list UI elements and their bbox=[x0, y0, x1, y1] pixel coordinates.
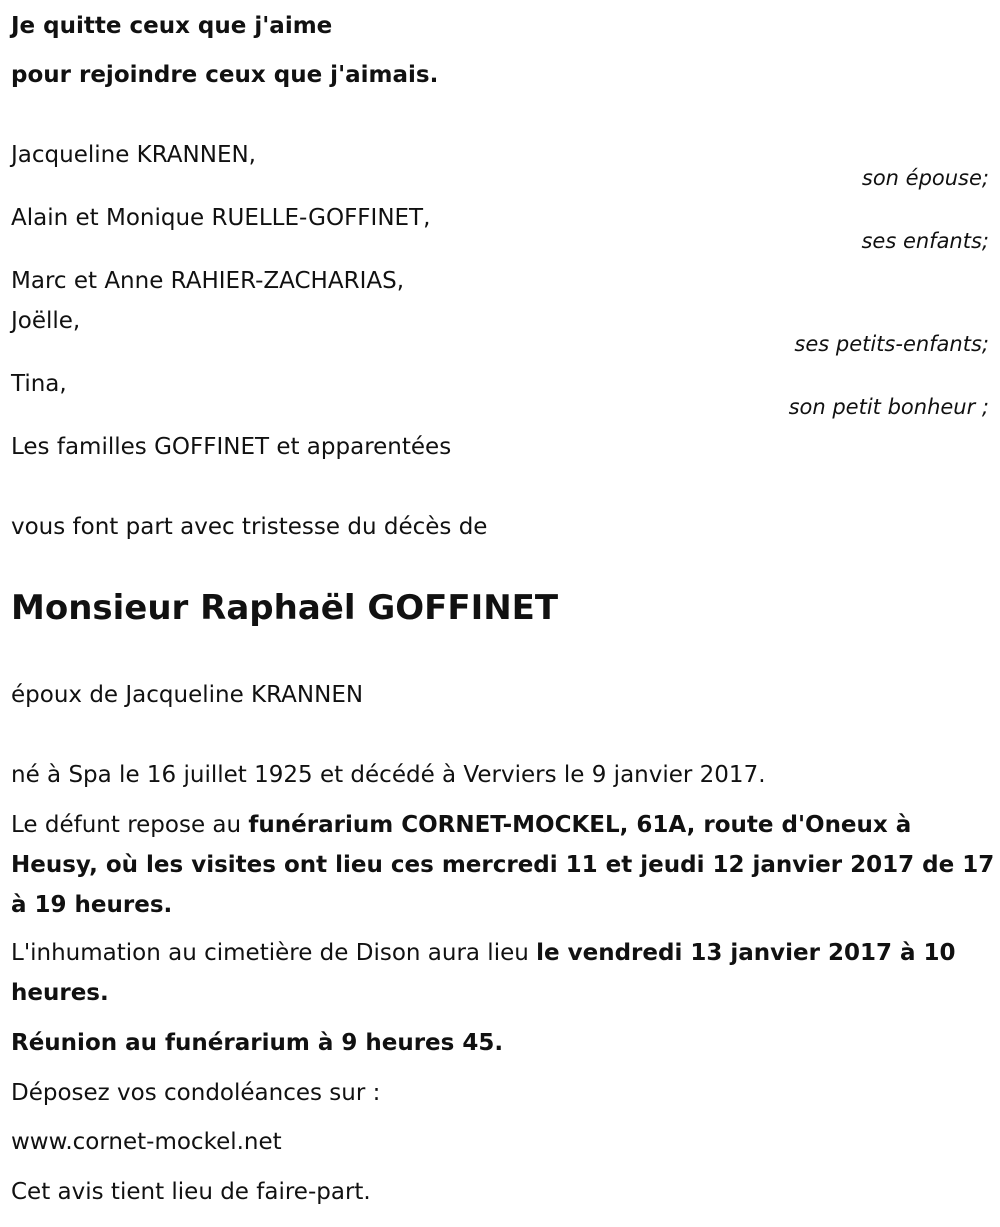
notice-text: Cet avis tient lieu de faire-part. bbox=[11, 1179, 371, 1205]
family-wife: Jacqueline KRANNEN, bbox=[11, 142, 256, 168]
deceased-name: Monsieur Raphaël GOFFINET bbox=[11, 588, 559, 628]
relation-great: son petit bonheur ; bbox=[788, 395, 989, 419]
meeting-text: Réunion au funérarium à 9 heures 45. bbox=[11, 1030, 504, 1056]
relation-grandchildren: ses petits-enfants; bbox=[794, 332, 989, 356]
relation-children: ses enfants; bbox=[861, 229, 989, 253]
family-grandchildren-2: Joëlle, bbox=[11, 308, 81, 334]
repose-paragraph bbox=[11, 805, 996, 925]
birth-death: né à Spa le 16 juillet 1925 et décédé à Verviers le 9 janvier 2017. bbox=[11, 762, 766, 788]
quote-line-2: pour rejoindre ceux que j'aimais. bbox=[11, 62, 439, 88]
repose-details: funérarium CORNET-MOCKEL, 61A, route d'Oneux à Heusy, où les visites ont lieu ces mercredi 11 et jeudi 12 janvier 2017 de 17 à 19 heures. bbox=[11, 812, 995, 918]
family-children: Alain et Monique RUELLE-GOFFINET, bbox=[11, 205, 431, 231]
burial-paragraph bbox=[11, 933, 996, 1013]
repose-lead: Le défunt repose au bbox=[11, 812, 249, 838]
burial-lead: L'inhumation au cimetière de Dison aura lieu bbox=[11, 940, 537, 966]
relation-wife: son épouse; bbox=[861, 166, 989, 190]
burial-details: le vendredi 13 janvier 2017 à 10 heures. bbox=[11, 940, 956, 1006]
spouse-of: époux de Jacqueline KRANNEN bbox=[11, 682, 364, 708]
family-great: Tina, bbox=[11, 371, 67, 397]
family-relatives: Les familles GOFFINET et apparentées bbox=[11, 434, 452, 460]
announcement-text: vous font part avec tristesse du décès de bbox=[11, 514, 488, 540]
website-link[interactable]: www.cornet-mockel.net bbox=[11, 1129, 282, 1155]
condolences-text: Déposez vos condoléances sur : bbox=[11, 1080, 381, 1106]
quote-line-1: Je quitte ceux que j'aime bbox=[11, 13, 333, 39]
family-grandchildren-1: Marc et Anne RAHIER-ZACHARIAS, bbox=[11, 268, 404, 294]
